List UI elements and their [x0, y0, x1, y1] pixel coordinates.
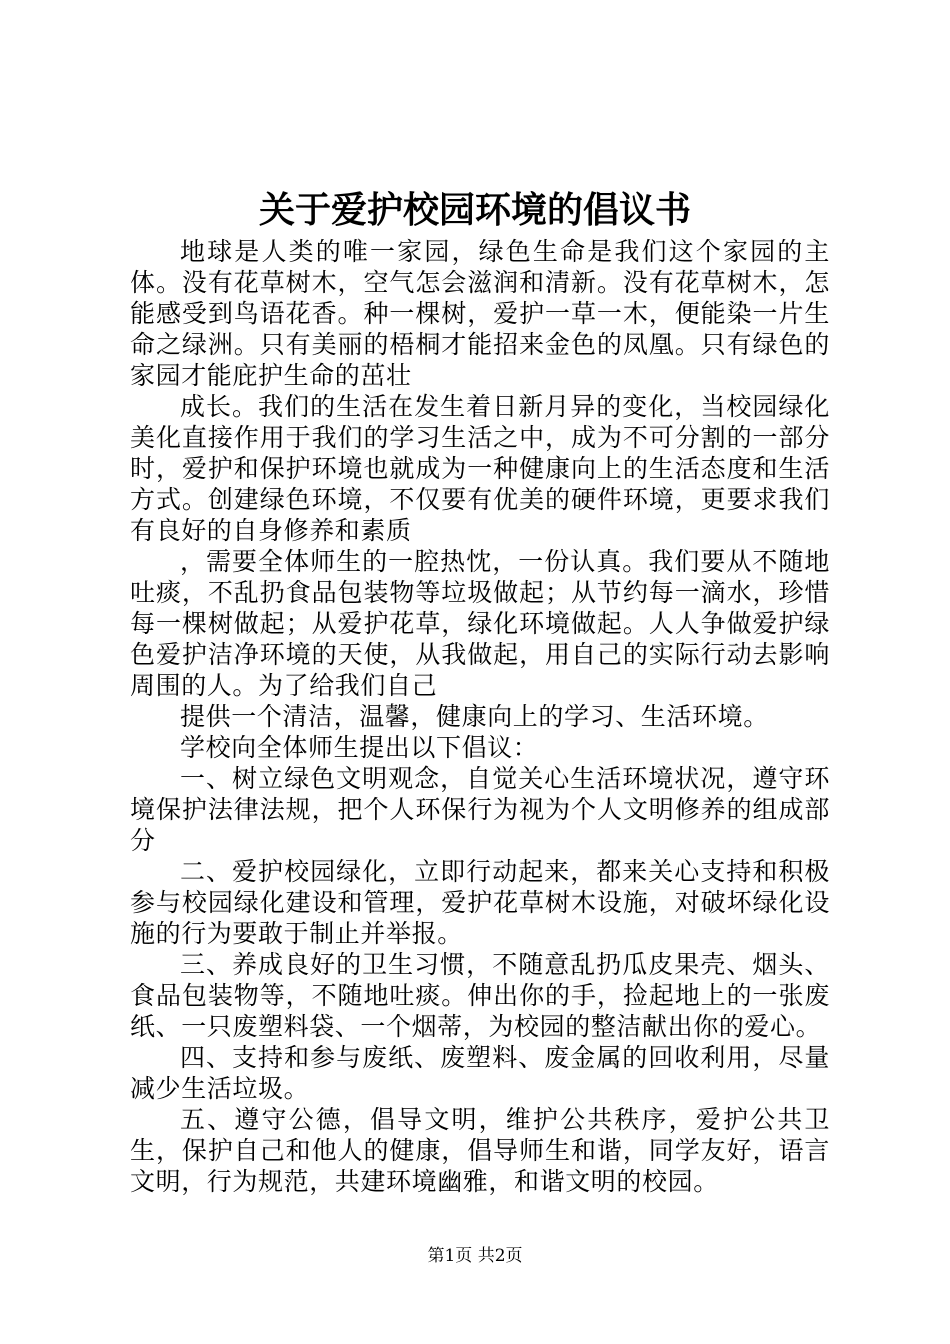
- document-title: 关于爱护校园环境的倡议书: [258, 189, 691, 231]
- proposal-item-3: 三、养成良好的卫生习惯，不随意乱扔瓜皮果壳、烟头、食品包装物等，不随地吐痰。伸出你的手，捡起地上的一张废纸、一只废塑料袋、一个烟蒂，为校园的整洁献出你的爱心。: [130, 950, 830, 1041]
- document-body: [130, 236, 830, 1197]
- paragraph-intro: 地球是人类的唯一家园，绿色生命是我们这个家园的主体。没有花草树木，空气怎会滋润和清新。没有花草树木，怎能感受到鸟语花香。种一棵树，爱护一草一木，便能染一片生命之绿洲。只有美丽的梧桐才能招来金色的凤凰。只有绿色的家园才能庇护生命的茁壮: [130, 237, 830, 390]
- proposal-item-1: 一、树立绿色文明观念，自觉关心生活环境状况，遵守环境保护法律法规，把个人环保行为视为个人文明修养的组成部分: [130, 764, 830, 855]
- paragraph-proposal-intro: 学校向全体师生提出以下倡议：: [180, 733, 539, 762]
- proposal-item-5: 五、遵守公德，倡导文明，维护公共秩序，爱护公共卫生，保护自己和他人的健康，倡导师生和谐，同学友好，语言文明，行为规范，共建环境幽雅，和谐文明的校园。: [130, 1105, 830, 1196]
- paragraph-enthusiasm: ，需要全体师生的一腔热忱，一份认真。我们要从不随地吐痰，不乱扔食品包装物等垃圾做起；从节约每一滴水，珍惜每一棵树做起；从爱护花草，绿化环境做起。人人争做爱护绿色爱护洁净环境的天使，从我做起，用自己的实际行动去影响周围的人。为了给我们自己: [130, 547, 830, 700]
- paragraph-environment: 提供一个清洁，温馨，健康向上的学习、生活环境。: [180, 702, 769, 731]
- page-number-footer: 第1页 共2页: [427, 1246, 523, 1266]
- proposal-item-2: 二、爱护校园绿化，立即行动起来，都来关心支持和积极参与校园绿化建设和管理，爱护花草树木设施，对破坏绿化设施的行为要敢于制止并举报。: [130, 857, 830, 948]
- proposal-item-4: 四、支持和参与废纸、废塑料、废金属的回收利用，尽量减少生活垃圾。: [130, 1043, 830, 1103]
- paragraph-growth: 成长。我们的生活在发生着日新月异的变化，当校园绿化美化直接作用于我们的学习生活之中，成为不可分割的一部分时，爱护和保护环境也就成为一种健康向上的生活态度和生活方式。创建绿色环境，不仅要有优美的硬件环境，更要求我们有良好的自身修养和素质: [130, 392, 830, 545]
